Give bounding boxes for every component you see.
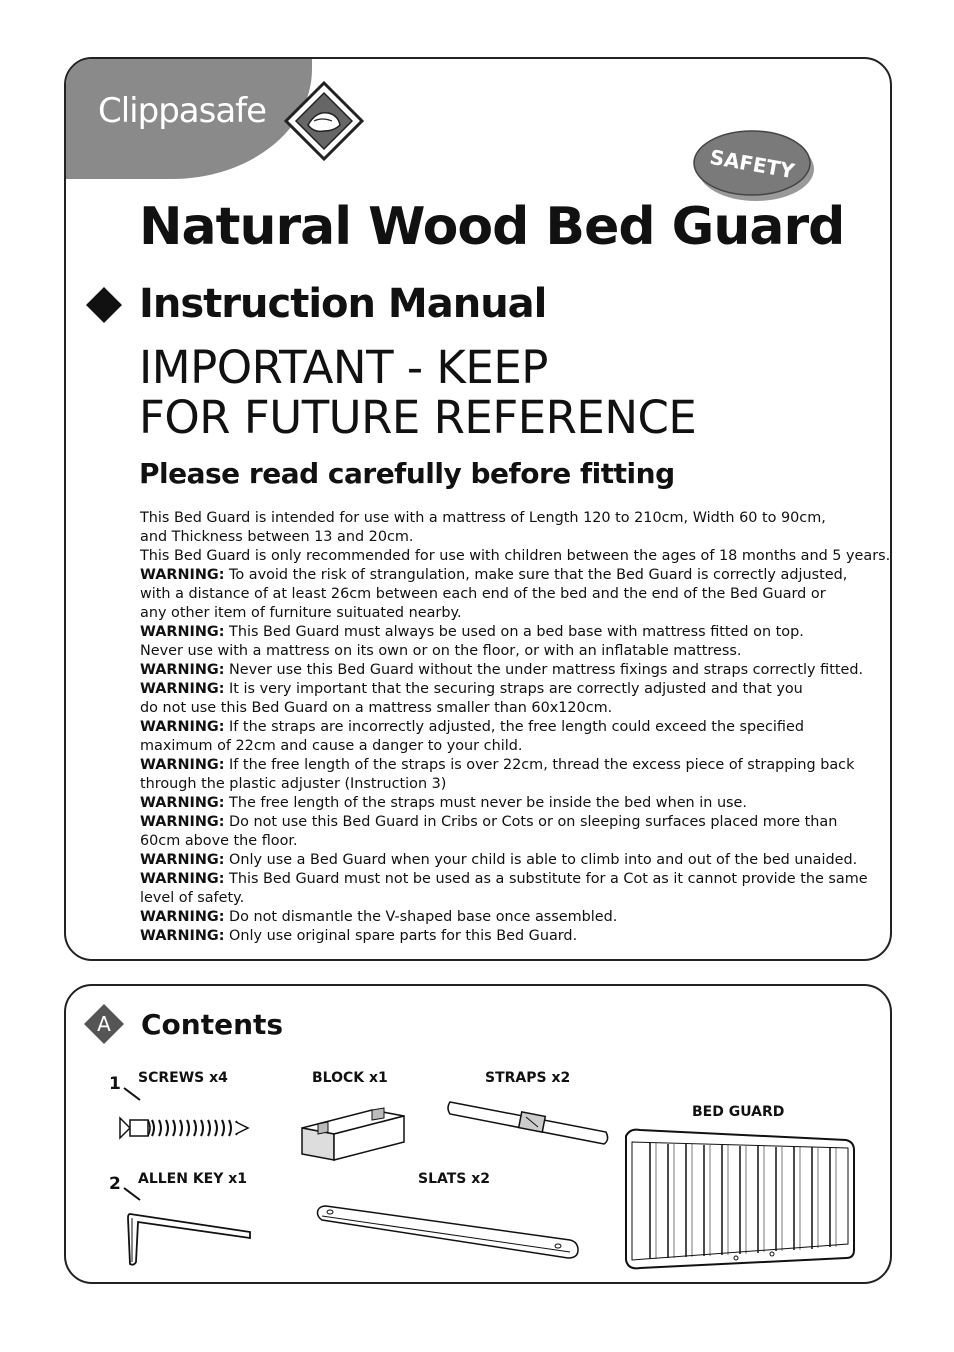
brand-logo: Clippasafe xyxy=(98,91,267,131)
warning-text: This Bed Guard must always be used on a bed base with mattress fitted on top. xyxy=(224,624,804,640)
allen-key-label: ALLEN KEY x1 xyxy=(138,1171,248,1187)
screws-label: SCREWS x4 xyxy=(138,1070,228,1086)
pointer-line xyxy=(122,1086,144,1104)
page-title: Natural Wood Bed Guard xyxy=(139,197,845,257)
screw-icon xyxy=(116,1108,256,1148)
warning-label: WARNING: xyxy=(140,852,225,868)
warnings-list xyxy=(140,566,880,946)
warning-item xyxy=(140,927,880,946)
warning-text: To avoid the risk of strangulation, make sure that the Bed Guard is correctly adjusted, xyxy=(224,567,848,583)
warning-label: WARNING: xyxy=(140,567,225,583)
strap-icon xyxy=(446,1096,614,1148)
warning-text: The free length of the straps must never be inside the bed when in use. xyxy=(224,795,747,811)
warning-item xyxy=(140,851,880,870)
warning-continuation: with a distance of at least 26cm between each end of the bed and the end of the Bed Guard or xyxy=(140,586,826,602)
slat-icon xyxy=(312,1202,584,1262)
warning-label: WARNING: xyxy=(140,909,225,925)
intro-line: and Thickness between 13 and 20cm. xyxy=(140,529,414,545)
warning-label: WARNING: xyxy=(140,662,225,678)
warning-text: Never use this Bed Guard without the under mattress fixings and straps correctly fitted. xyxy=(224,662,864,678)
contents-title: Contents xyxy=(141,1008,284,1041)
warning-item xyxy=(140,908,880,927)
warning-text: This Bed Guard must not be used as a substitute for a Cot as it cannot provide the same xyxy=(224,871,868,887)
warning-text: If the straps are incorrectly adjusted, the free length could exceed the specified xyxy=(224,719,804,735)
warning-item xyxy=(140,794,880,813)
section-a-badge xyxy=(84,1004,124,1044)
warning-continuation: do not use this Bed Guard on a mattress smaller than 60x120cm. xyxy=(140,700,613,716)
instruction-panel xyxy=(64,57,892,961)
read-carefully-heading: Please read carefully before fitting xyxy=(139,457,675,490)
pointer-line xyxy=(122,1186,144,1204)
warning-text: If the free length of the straps is over 22cm, thread the excess piece of strapping back xyxy=(224,757,855,773)
warning-continuation: maximum of 22cm and cause a danger to your child. xyxy=(140,738,523,754)
safety-badge-text: SAFETY xyxy=(708,144,797,184)
warning-continuation: any other item of furniture suituated nearby. xyxy=(140,605,462,621)
diamond-bullet-icon xyxy=(86,287,122,323)
contents-panel xyxy=(64,984,892,1284)
safety-instructions xyxy=(140,509,891,946)
bed-guard-icon xyxy=(620,1126,858,1272)
warning-continuation: 60cm above the floor. xyxy=(140,833,298,849)
warning-item xyxy=(140,756,880,775)
logo-banner xyxy=(64,57,312,179)
warning-item xyxy=(140,718,880,737)
warning-continuation: through the plastic adjuster (Instruction 3) xyxy=(140,776,447,792)
warning-text: Only use a Bed Guard when your child is able to climb into and out of the bed unaided. xyxy=(224,852,858,868)
warning-label: WARNING: xyxy=(140,795,225,811)
warning-item xyxy=(140,813,880,832)
warning-text: Only use original spare parts for this Bed Guard. xyxy=(224,928,578,944)
warning-item xyxy=(140,623,880,642)
warning-item xyxy=(140,680,880,699)
warning-item xyxy=(140,661,880,680)
important-line-1: IMPORTANT - KEEP xyxy=(139,341,548,394)
intro-line: This Bed Guard is only recommended for use with children between the ages of 18 months and 5 years. xyxy=(140,548,891,564)
warning-text: Do not use this Bed Guard in Cribs or Cots or on sleeping surfaces placed more than xyxy=(224,814,838,830)
row-number-1: 1 xyxy=(109,1074,121,1094)
manual-subtitle: Instruction Manual xyxy=(139,281,547,327)
warning-item xyxy=(140,566,880,585)
warning-continuation: Never use with a mattress on its own or on the floor, or with an inflatable mattress. xyxy=(140,643,742,659)
bed-guard-label: BED GUARD xyxy=(692,1104,785,1120)
warning-label: WARNING: xyxy=(140,871,225,887)
warning-label: WARNING: xyxy=(140,757,225,773)
warning-text: Do not dismantle the V-shaped base once assembled. xyxy=(224,909,618,925)
intro-line: This Bed Guard is intended for use with a mattress of Length 120 to 210cm, Width 60 to 90cm, xyxy=(140,510,826,526)
important-notice xyxy=(139,343,696,443)
allen-key-icon xyxy=(122,1208,256,1268)
straps-label: STRAPS x2 xyxy=(485,1070,571,1086)
warning-label: WARNING: xyxy=(140,624,225,640)
row-number-2: 2 xyxy=(109,1174,121,1194)
block-icon xyxy=(298,1098,410,1164)
warning-label: WARNING: xyxy=(140,928,225,944)
hands-logo-icon xyxy=(284,81,364,161)
safety-badge xyxy=(692,125,818,205)
warning-label: WARNING: xyxy=(140,719,225,735)
block-label: BLOCK x1 xyxy=(312,1070,388,1086)
slats-label: SLATS x2 xyxy=(418,1171,491,1187)
important-line-2: FOR FUTURE REFERENCE xyxy=(139,391,697,444)
warning-continuation: level of safety. xyxy=(140,890,245,906)
warning-text: It is very important that the securing straps are correctly adjusted and that you xyxy=(224,681,803,697)
warning-label: WARNING: xyxy=(140,681,225,697)
warning-item xyxy=(140,870,880,889)
warning-label: WARNING: xyxy=(140,814,225,830)
section-a-letter: A xyxy=(97,1012,111,1036)
